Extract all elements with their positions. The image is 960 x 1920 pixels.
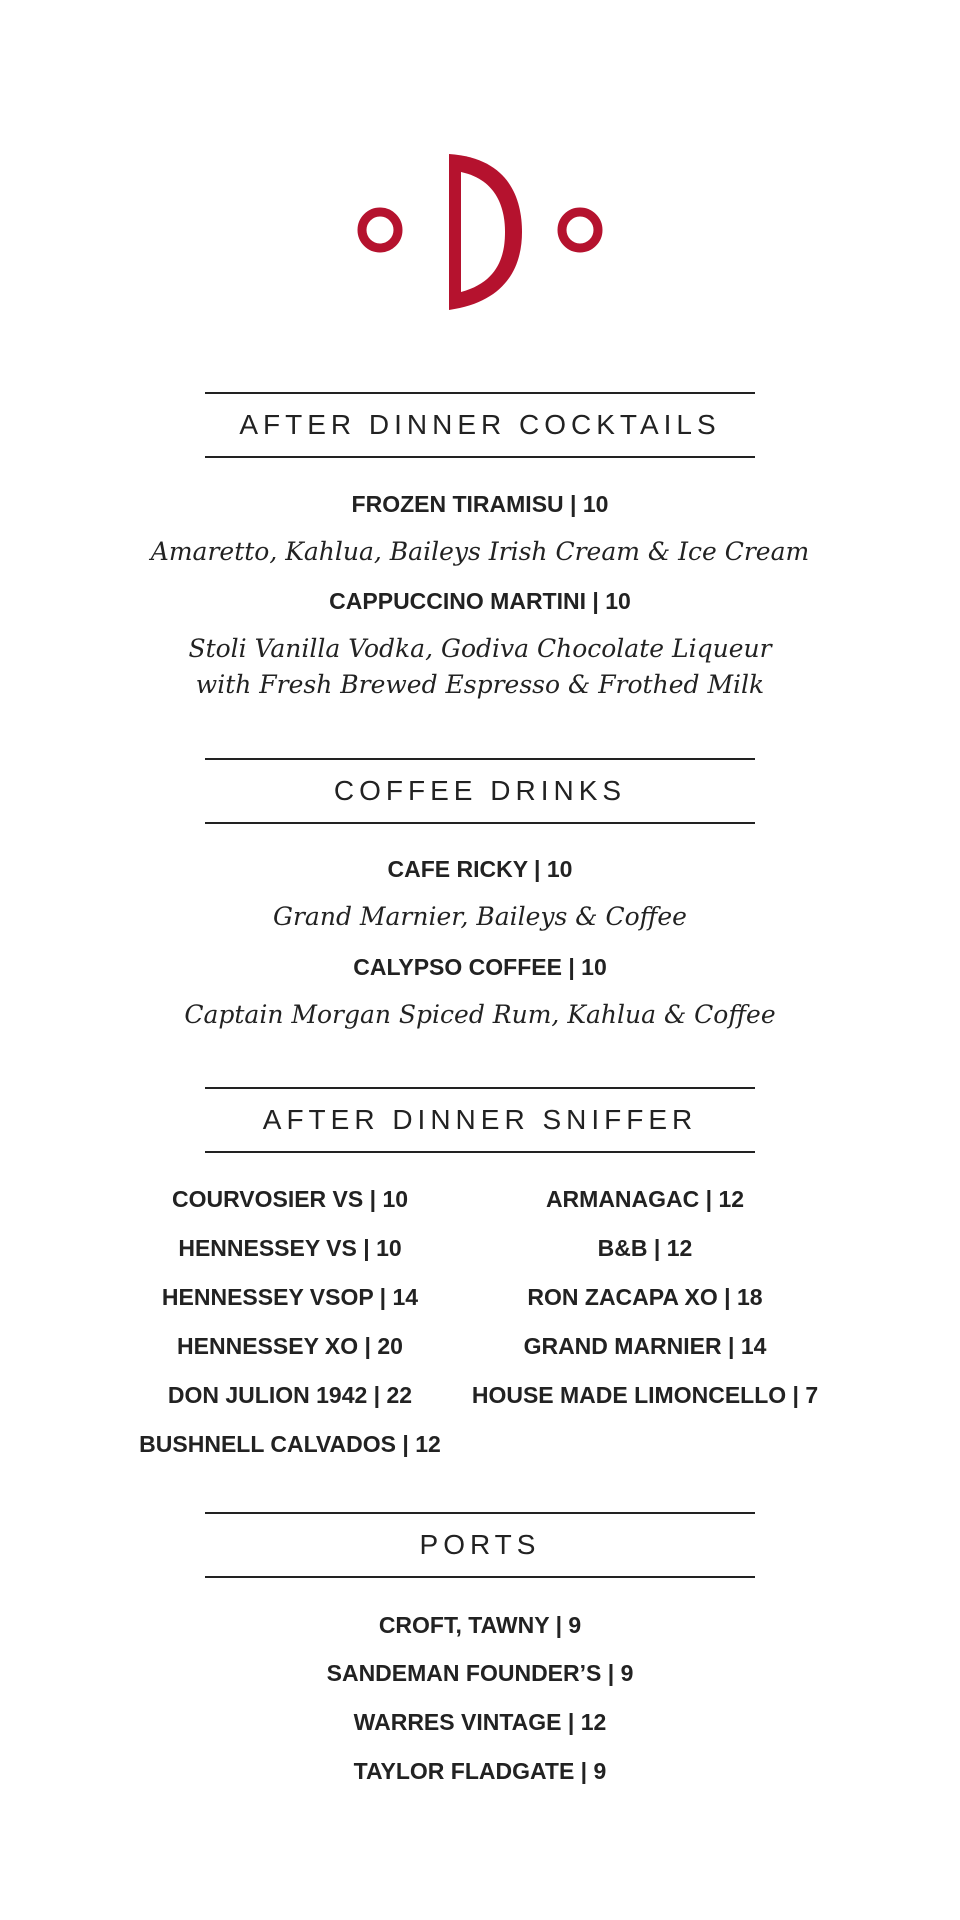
item-name: CAPPUCCINO MARTINI | 10 (329, 588, 631, 614)
item-name: WARRES VINTAGE | 12 (353, 1709, 607, 1735)
menu-item (0, 1657, 960, 1689)
section-title-ports: PORTS (419, 1529, 541, 1560)
menu-item (0, 951, 960, 983)
item-description-line1: Stoli Vanilla Vodka, Godiva Chocolate Liqueur (188, 634, 772, 663)
item-name: CAFE RICKY | 10 (387, 856, 573, 882)
menu-item-desc (0, 534, 960, 570)
list-item: HOUSE MADE LIMONCELLO | 7 (471, 1382, 819, 1408)
item-description: Grand Marnier, Baileys & Coffee (273, 902, 687, 931)
section-title-sniffer: AFTER DINNER SNIFFER (262, 1104, 698, 1135)
logo-right-circle (562, 212, 598, 248)
list-item: HENNESSEY VSOP | 14 (161, 1284, 419, 1310)
section-header-coffee (205, 758, 755, 824)
list-item: RON ZACAPA XO | 18 (527, 1284, 763, 1310)
logo-left-circle (362, 212, 398, 248)
list-item: B&B | 12 (597, 1235, 693, 1261)
menu-item (0, 1706, 960, 1738)
menu-item-desc (0, 899, 960, 935)
logo-mark-icon (350, 150, 610, 320)
menu-item (0, 488, 960, 520)
item-name: SANDEMAN FOUNDER’S | 9 (326, 1660, 634, 1686)
item-name: FROZEN TIRAMISU | 10 (351, 491, 609, 517)
menu-item (0, 585, 960, 617)
item-name: CALYPSO COFFEE | 10 (353, 954, 607, 980)
section-header-ports (205, 1512, 755, 1578)
menu-item-desc (0, 631, 960, 703)
menu-item (0, 1755, 960, 1787)
list-item: GRAND MARNIER | 14 (523, 1333, 767, 1359)
menu-item (0, 853, 960, 885)
list-item: DON JULION 1942 | 22 (167, 1382, 413, 1408)
list-item: HENNESSEY XO | 20 (177, 1333, 403, 1359)
sniffer-left-column (120, 1183, 460, 1477)
section-title-cocktails: AFTER DINNER COCKTAILS (239, 409, 721, 440)
list-item: ARMANAGAC | 12 (545, 1186, 745, 1212)
section-header-sniffer (205, 1087, 755, 1153)
list-item: BUSHNELL CALVADOS | 12 (139, 1431, 441, 1457)
menu-item (0, 1609, 960, 1641)
section-title-coffee: COFFEE DRINKS (333, 775, 627, 806)
list-item: COURVOSIER VS | 10 (171, 1186, 409, 1212)
restaurant-logo (0, 150, 960, 320)
item-description-line2: with Fresh Brewed Espresso & Frothed Milk (195, 670, 765, 699)
section-header-cocktails (205, 392, 755, 458)
item-name: CROFT, TAWNY | 9 (378, 1612, 582, 1638)
item-name: TAYLOR FLADGATE | 9 (353, 1758, 607, 1784)
sniffer-right-column (465, 1183, 825, 1428)
item-description: Amaretto, Kahlua, Baileys Irish Cream & Ice Cream (150, 537, 810, 566)
menu-item-desc (0, 997, 960, 1033)
item-description: Captain Morgan Spiced Rum, Kahlua & Coffee (184, 1000, 776, 1029)
list-item: HENNESSEY VS | 10 (178, 1235, 402, 1261)
